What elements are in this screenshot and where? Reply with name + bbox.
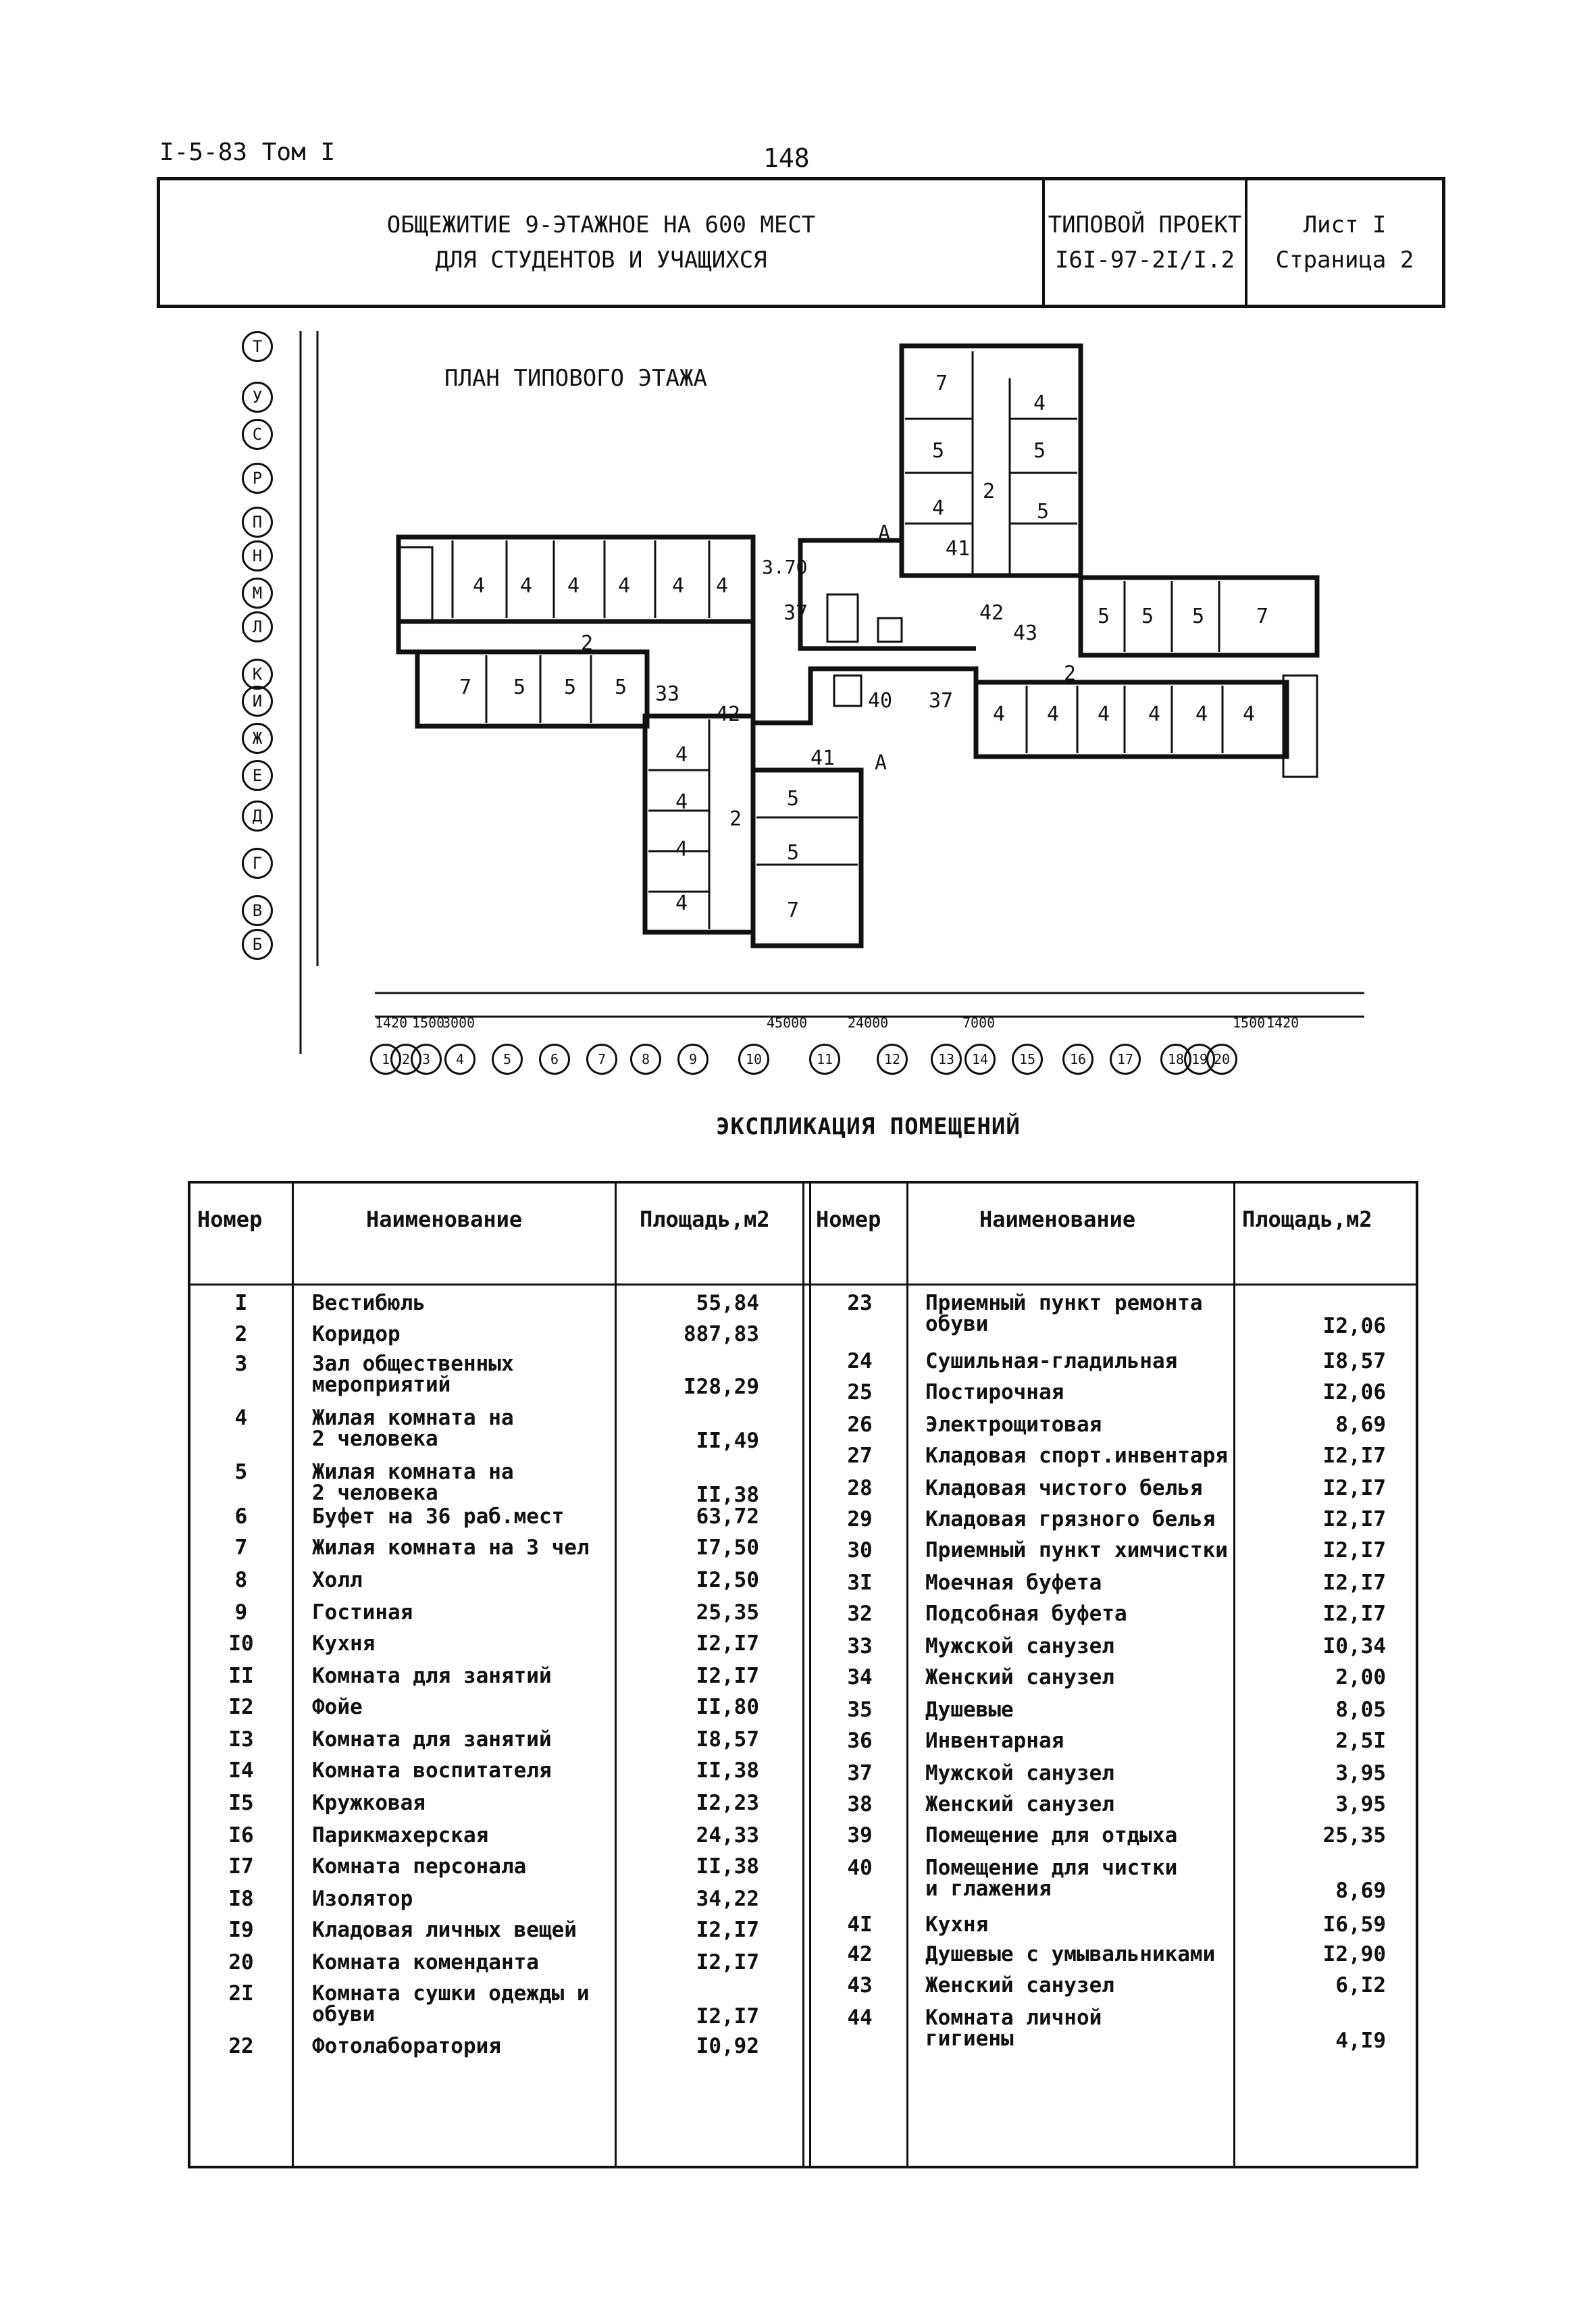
room-number-label: 4 (993, 703, 1006, 726)
dimension-label: 24000 (848, 1015, 889, 1031)
column-axis-marker: 9 (677, 1044, 709, 1075)
plan-level: 3.70 (762, 556, 808, 578)
room-number-label: 7 (1256, 605, 1269, 628)
table-cell-num: 33 (847, 1634, 873, 1658)
room-number-label: 40 (868, 689, 893, 713)
dimension-label: 1420 (1266, 1015, 1299, 1031)
table-cell-name: Комната личной гигиены (925, 2006, 1102, 2051)
row-axis-marker: Е (242, 760, 273, 791)
dimension-label: 7000 (962, 1015, 996, 1031)
dimension-labels (375, 1015, 1364, 1035)
table-cell-num: II (228, 1664, 254, 1688)
table-cell-area: 6,I2 (1335, 1973, 1386, 1998)
column-axis-marker: 12 (877, 1044, 908, 1075)
table-cell-area: I8,57 (696, 1727, 759, 1752)
table-cell-area: I2,I7 (696, 1631, 759, 1656)
column-axis-marker: 11 (809, 1044, 840, 1075)
room-number-label: 7 (459, 676, 472, 699)
table-cell-area: I2,I7 (1322, 1507, 1386, 1531)
row-axis-marker: Л (242, 611, 273, 642)
table-cell-num: I2 (228, 1695, 254, 1719)
column-axis-marker: 13 (931, 1044, 962, 1075)
column-axis-marker: 14 (964, 1044, 996, 1075)
table-cell-area: II,49 (696, 1429, 759, 1453)
table-cell-area: I7,50 (696, 1535, 759, 1560)
table-cell-name: Подсобная буфета (925, 1602, 1127, 1626)
table-cell-num: 2I (228, 1981, 254, 2006)
table-cell-area: 25,35 (696, 1600, 759, 1625)
column-axis-marker: 17 (1110, 1044, 1141, 1075)
table-cell-num: 5 (234, 1460, 248, 1484)
room-number-label: 42 (979, 601, 1004, 625)
room-number-label: 4 (1098, 703, 1110, 726)
table-cell-num: 6 (234, 1504, 248, 1529)
row-axis-marker: П (242, 507, 273, 538)
table-cell-area: 2,00 (1335, 1665, 1386, 1689)
table-cell-num: 4 (234, 1406, 248, 1430)
table-cell-name: Помещение для чистки и глажения (925, 1856, 1178, 1901)
room-number-label: 7 (787, 898, 800, 922)
room-number-label: 2 (1064, 662, 1077, 686)
room-number-label: 4 (675, 743, 688, 767)
table-cell-area: I2,I7 (696, 2004, 759, 2029)
room-number-label: 7 (935, 372, 948, 395)
row-axis-marker: Н (242, 540, 273, 571)
table-cell-name: Жилая комната на 2 человека (312, 1460, 514, 1505)
table-cell-area: I2,06 (1322, 1314, 1386, 1338)
table-cell-area: 25,35 (1322, 1823, 1386, 1848)
column-axis-marker: 10 (738, 1044, 769, 1075)
table-cell-area: 63,72 (696, 1504, 759, 1529)
table-cell-num: 25 (847, 1380, 873, 1404)
room-number-label: 5 (787, 841, 800, 865)
table-cell-name: Комната для занятий (312, 1664, 552, 1688)
column-axis-marker: 20 (1206, 1044, 1237, 1075)
table-cell-name: Жилая комната на 3 чел (312, 1535, 590, 1560)
room-number-label: 37 (929, 689, 954, 713)
table-cell-num: 9 (234, 1600, 248, 1625)
room-number-label: 4 (1195, 703, 1208, 726)
row-axis-marker: Р (242, 463, 273, 494)
table-cell-name: Электрощитовая (925, 1413, 1102, 1437)
room-number-label: 2 (983, 480, 996, 503)
table-cell-area: I2,I7 (696, 1664, 759, 1688)
sheet-page: Страница 2 (1275, 247, 1414, 274)
room-number-label: 5 (1037, 500, 1050, 524)
room-number-label: 43 (1013, 621, 1038, 645)
column-axis-marker: 1 (370, 1044, 401, 1075)
table-cell-name: Парикмахерская (312, 1823, 489, 1848)
row-axis-marker: И (242, 686, 273, 717)
room-number-label: 5 (1033, 439, 1046, 463)
table-cell-area: II,38 (696, 1854, 759, 1879)
table-cell-area: 3,95 (1335, 1792, 1386, 1816)
room-number-label: 4 (716, 574, 729, 598)
row-axis-marker: Д (242, 800, 273, 832)
table-cell-name: Кухня (312, 1631, 376, 1656)
table-cell-name: Кухня (925, 1912, 989, 1937)
table-cell-num: 27 (847, 1444, 873, 1468)
table-cell-area: I2,I7 (1322, 1538, 1386, 1562)
table-cell-name: Комната коменданта (312, 1950, 539, 1975)
header-area-right: Площадь,м2 (1242, 1206, 1372, 1232)
table-cell-name: Помещение для отдыха (925, 1823, 1178, 1848)
table-cell-area: 8,05 (1335, 1698, 1386, 1722)
dimension-label: 1420 (375, 1015, 408, 1031)
dimension-label: 3000 (442, 1015, 475, 1031)
table-cell-num: 3I (847, 1571, 873, 1595)
room-number-label: 41 (946, 537, 971, 561)
room-number-label: 4 (1033, 392, 1046, 415)
table-cell-name: Изолятор (312, 1887, 413, 1911)
table-cell-name: Буфет на 36 раб.мест (312, 1504, 565, 1529)
title-line-2: ДЛЯ СТУДЕНТОВ И УЧАЩИХСЯ (435, 247, 767, 274)
table-cell-name: Моечная буфета (925, 1571, 1102, 1595)
table-cell-num: I (234, 1291, 248, 1315)
project-label: ТИПОВОЙ ПРОЕКТ (1048, 211, 1242, 238)
column-axis-marker: 18 (1160, 1044, 1191, 1075)
table-cell-name: Вестибюль (312, 1291, 426, 1315)
room-number-label: 4 (1243, 703, 1256, 726)
table-cell-area: I8,57 (1322, 1349, 1386, 1373)
row-axis-marker: Б (242, 929, 273, 960)
table-cell-name: Приемный пункт ремонта обуви (925, 1291, 1203, 1336)
dimension-label: 45000 (767, 1015, 808, 1031)
table-cell-num: 22 (228, 2034, 254, 2058)
table-cell-num: 26 (847, 1413, 873, 1437)
room-number-label: 5 (932, 439, 945, 463)
room-number-label: 4 (1047, 703, 1060, 726)
table-cell-num: 7 (234, 1535, 248, 1560)
room-number-label: 42 (716, 703, 741, 726)
room-number-label: 41 (810, 746, 835, 770)
room-number-label: 5 (615, 676, 627, 699)
table-cell-name: Комната воспитателя (312, 1758, 552, 1783)
room-number-label: 4 (672, 574, 685, 598)
room-number-label: 5 (787, 787, 800, 811)
table-cell-num: 42 (847, 1942, 873, 1966)
table-cell-num: 44 (847, 2006, 873, 2030)
table-cell-area: 34,22 (696, 1887, 759, 1911)
table-cell-area: I2,50 (696, 1568, 759, 1592)
table-cell-name: Душевые (925, 1698, 1014, 1722)
table-cell-area: II,80 (696, 1695, 759, 1719)
explication-title: ЭКСПЛИКАЦИЯ ПОМЕЩЕНИЙ (716, 1113, 1021, 1140)
room-number-label: 5 (1141, 605, 1154, 628)
column-axis-marker: 15 (1012, 1044, 1043, 1075)
table-cell-area: 24,33 (696, 1823, 759, 1848)
table-cell-area: I2,I7 (1322, 1602, 1386, 1626)
table-cell-area: I2,I7 (1322, 1444, 1386, 1468)
table-cell-name: Кружковая (312, 1791, 426, 1815)
page-number: 148 (763, 143, 810, 173)
table-cell-num: I5 (228, 1791, 254, 1815)
table-cell-num: I0 (228, 1631, 254, 1656)
section-mark-bottom: А (875, 751, 887, 775)
column-axis-marker: 4 (444, 1044, 475, 1075)
room-number-label: 5 (564, 676, 577, 699)
table-cell-num: 23 (847, 1291, 873, 1315)
row-axis-marker: У (242, 382, 273, 413)
room-number-label: 2 (729, 807, 742, 831)
project-code: I6I-97-2I/I.2 (1054, 247, 1235, 274)
row-axis-marker: С (242, 419, 273, 450)
room-number-label: 4 (473, 574, 486, 598)
table-cell-name: Коридор (312, 1322, 401, 1346)
table-cell-area: 4,I9 (1335, 2029, 1386, 2053)
table-cell-name: Мужской санузел (925, 1761, 1114, 1785)
table-cell-name: Фойе (312, 1695, 363, 1719)
room-labels (0, 0, 1596, 1148)
table-cell-area: I2,I7 (696, 1950, 759, 1975)
room-number-label: 33 (655, 682, 680, 706)
room-number-label: 4 (675, 790, 688, 814)
dimension-label: 1500 (1233, 1015, 1266, 1031)
table-cell-area: I28,29 (684, 1375, 759, 1399)
room-number-label: 2 (581, 632, 594, 655)
table-cell-name: Фотолаборатория (312, 2034, 501, 2058)
table-cell-num: I3 (228, 1727, 254, 1752)
table-cell-area: 2,5I (1335, 1729, 1386, 1753)
table-cell-num: 30 (847, 1538, 873, 1562)
column-axis-marker: 19 (1184, 1044, 1215, 1075)
table-cell-num: 35 (847, 1698, 873, 1722)
dimension-label: 1500 (412, 1015, 445, 1031)
room-number-label: 4 (675, 892, 688, 915)
row-axis-marker: В (242, 895, 273, 926)
table-cell-num: 40 (847, 1856, 873, 1880)
table-cell-name: Женский санузел (925, 1665, 1114, 1689)
table-cell-name: Постирочная (925, 1380, 1064, 1404)
table-cell-area: I2,I7 (1322, 1476, 1386, 1500)
header-num-left: Номер (197, 1206, 263, 1232)
table-cell-num: 43 (847, 1973, 873, 1998)
row-axis-marker: Ж (242, 723, 273, 754)
header-name-right: Наименование (979, 1206, 1136, 1232)
table-cell-num: I9 (228, 1918, 254, 1942)
row-axis-marker: Г (242, 848, 273, 879)
table-cell-num: 37 (847, 1761, 873, 1785)
header-num-right: Номер (816, 1206, 881, 1232)
table-cell-name: Душевые с умывальниками (925, 1942, 1216, 1966)
row-axis-marker: Т (242, 331, 273, 362)
table-cell-num: 34 (847, 1665, 873, 1689)
column-axis-marker: 7 (586, 1044, 617, 1075)
column-axis-marker: 16 (1062, 1044, 1093, 1075)
column-axis-marker: 3 (411, 1044, 442, 1075)
room-number-label: 4 (567, 574, 580, 598)
table-cell-name: Зал общественных мероприятий (312, 1352, 514, 1397)
column-axis-marker: 2 (390, 1044, 421, 1075)
table-cell-area: 8,69 (1335, 1879, 1386, 1903)
table-cell-num: 3 (234, 1352, 248, 1376)
table-cell-num: I7 (228, 1854, 254, 1879)
table-cell-area: I2,90 (1322, 1942, 1386, 1966)
table-cell-area: I2,06 (1322, 1380, 1386, 1404)
table-cell-area: II,38 (696, 1758, 759, 1783)
table-cell-num: 2 (234, 1322, 248, 1346)
table-cell-name: Женский санузел (925, 1792, 1114, 1816)
table-cell-area: I2,23 (696, 1791, 759, 1815)
table-cell-num: I8 (228, 1887, 254, 1911)
table-cell-num: I6 (228, 1823, 254, 1848)
table-cell-area: I0,34 (1322, 1634, 1386, 1658)
section-mark-top: А (878, 522, 891, 545)
room-number-label: 4 (932, 497, 945, 520)
table-cell-name: Кладовая личных вещей (312, 1918, 577, 1942)
room-number-label: 4 (1148, 703, 1161, 726)
header-name-left: Наименование (366, 1206, 523, 1232)
table-cell-num: 39 (847, 1823, 873, 1848)
row-axis-marker: К (242, 659, 273, 690)
column-axis-marker: 6 (539, 1044, 570, 1075)
table-cell-name: Сушильная-гладильная (925, 1349, 1178, 1373)
room-number-label: 4 (618, 574, 631, 598)
table-cell-name: Комната персонала (312, 1854, 527, 1879)
room-number-label: 37 (783, 601, 808, 625)
table-cell-num: 8 (234, 1568, 248, 1592)
table-cell-num: 29 (847, 1507, 873, 1531)
table-cell-name: Холл (312, 1568, 363, 1592)
table-cell-num: 20 (228, 1950, 254, 1975)
table-cell-name: Приемный пункт химчистки (925, 1538, 1228, 1562)
plan-title: ПЛАН ТИПОВОГО ЭТАЖА (444, 365, 707, 392)
sheet-number: Лист I (1303, 211, 1387, 238)
table-cell-num: 28 (847, 1476, 873, 1500)
row-axis-marker: М (242, 578, 273, 609)
table-cell-num: I4 (228, 1758, 254, 1783)
table-cell-area: I2,I7 (1322, 1571, 1386, 1595)
table-cell-num: 38 (847, 1792, 873, 1816)
table-cell-area: 8,69 (1335, 1413, 1386, 1437)
header-area-left: Площадь,м2 (640, 1206, 770, 1232)
table-cell-name: Кладовая грязного белья (925, 1507, 1216, 1531)
table-cell-area: I6,59 (1322, 1912, 1386, 1937)
table-cell-name: Инвентарная (925, 1729, 1064, 1753)
table-cell-area: 55,84 (696, 1291, 759, 1315)
room-number-label: 4 (520, 574, 533, 598)
table-cell-area: 887,83 (684, 1322, 759, 1346)
table-cell-area: II,38 (696, 1483, 759, 1507)
table-cell-num: 4I (847, 1912, 873, 1937)
table-cell-name: Кладовая спорт.инвентаря (925, 1444, 1228, 1468)
table-cell-num: 36 (847, 1729, 873, 1753)
table-cell-name: Жилая комната на 2 человека (312, 1406, 514, 1451)
table-cell-name: Мужской санузел (925, 1634, 1114, 1658)
explication-table (188, 1181, 1418, 2168)
table-cell-name: Комната сушки одежды и обуви (312, 1981, 590, 2027)
column-axis-marker: 5 (492, 1044, 523, 1075)
table-cell-num: 32 (847, 1602, 873, 1626)
table-cell-name: Гостиная (312, 1600, 413, 1625)
table-cell-name: Комната для занятий (312, 1727, 552, 1752)
room-number-label: 5 (1192, 605, 1205, 628)
table-cell-area: 3,95 (1335, 1761, 1386, 1785)
room-number-label: 5 (513, 676, 526, 699)
document-code: I-5-83 Том I (159, 138, 336, 166)
room-number-label: 5 (1098, 605, 1110, 628)
title-line-1: ОБЩЕЖИТИЕ 9-ЭТАЖНОЕ НА 600 МЕСТ (386, 211, 816, 238)
table-cell-name: Кладовая чистого белья (925, 1476, 1203, 1500)
table-cell-area: I0,92 (696, 2034, 759, 2058)
room-number-label: 4 (675, 838, 688, 861)
table-cell-num: 24 (847, 1349, 873, 1373)
column-axis-marker: 8 (630, 1044, 661, 1075)
table-cell-name: Женский санузел (925, 1973, 1114, 1998)
table-cell-area: I2,I7 (696, 1918, 759, 1942)
